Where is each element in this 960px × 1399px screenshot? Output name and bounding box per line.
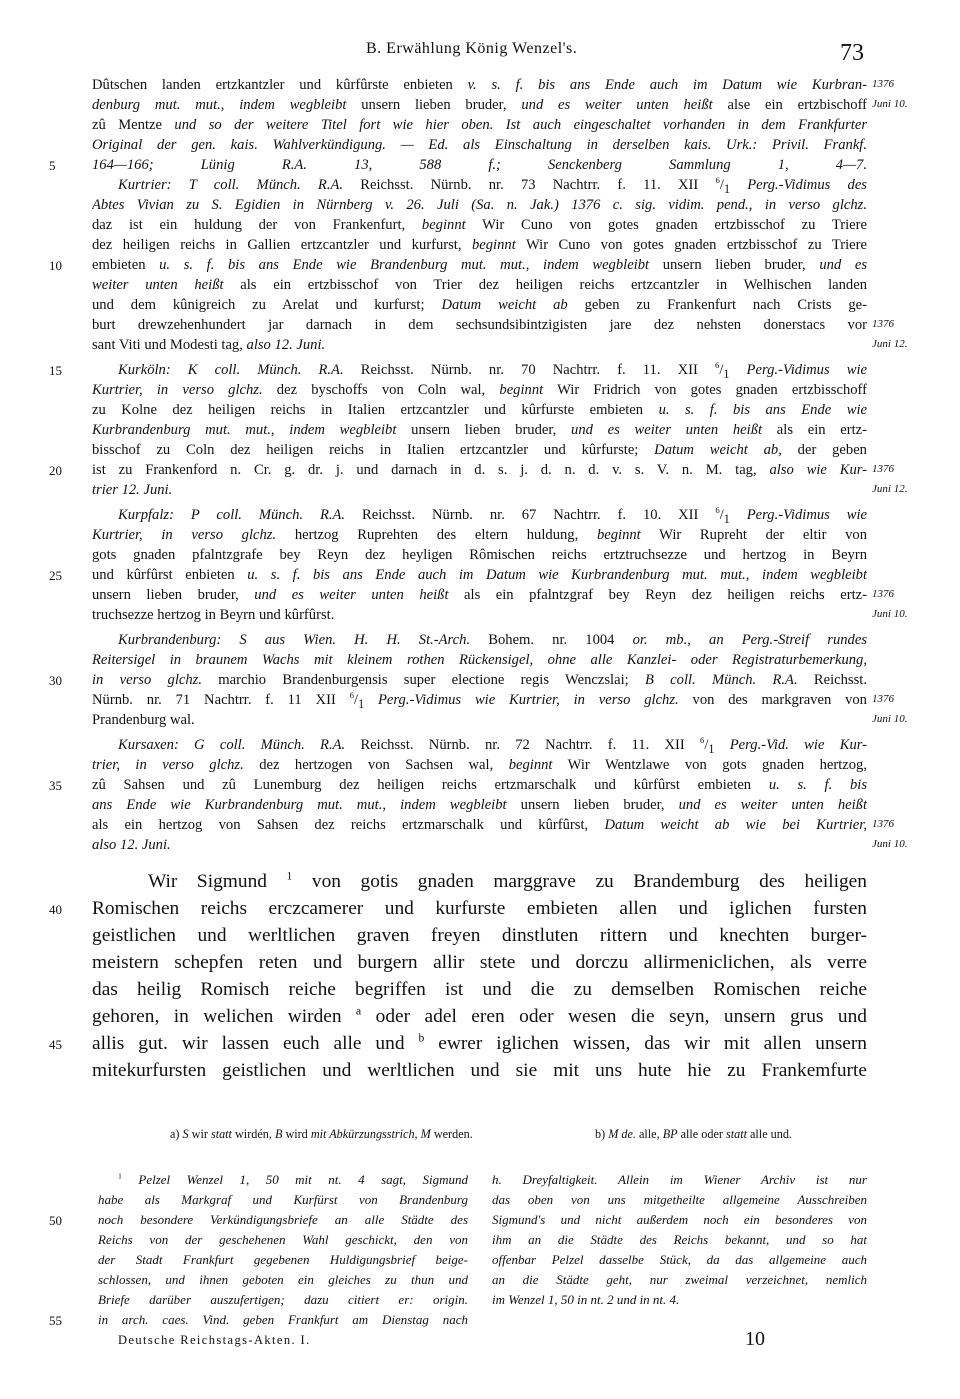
footnote-line: Reichs von der geschehenen Wahl geschickt, den von [98,1232,468,1247]
line-number: 50 [49,1213,62,1228]
line-number: 45 [49,1037,62,1052]
margin-date-note: 1376 [872,78,894,90]
note-line: truchsezze hertzog in Beyrn und kûrfûrst. [92,607,335,623]
note-line: gots gnaden pfalntzgrafe bey Reyn dez heyligen Rômischen reichs ertztruchsezze und hertzog in Beyrn [92,547,867,563]
line-number: 15 [49,363,62,378]
footnote-line: $^1$ Pelzel Wenzel 1, 50 mit nt. 4 sagt, Sigmund [118,1171,468,1187]
note-line: und dem kûnigreich zu Arelat und kurfurst; Datum weicht ab geben zu Frankenfurt nach Crists ge- [92,297,867,313]
margin-date-note: 1376 [872,693,894,705]
margin-date-note: 1376 [872,318,894,330]
note-line: ist zu Frankenford n. Cr. g. dr. j. und darnach in d. s. j. d. n. d. v. s. V. n. M. tag, also wie Kur- [92,462,867,478]
note-line: in verso glchz. marchio Brandenburgensis super electione regis Wenczslai; B coll. Münch. R.A. Reichsst. [92,672,867,688]
margin-date-note: Juni 10. [872,713,908,725]
note-line: dez heiligen reichs in Gallien ertzcantzler und kurfurst, beginnt Wir Cuno von gotes gnaden ertzbisschof zu Triere [92,237,867,253]
note-line: Reitersigel in braunem Wachs mit kleinem rothen Rückensigel, ohne alle Kanzlei- oder Registraturbemerkung, [92,652,867,668]
note-line: denburg mut. mut., indem wegbleibt unsern lieben bruder, und es weiter unten heißt alse ein ertzbischoff [92,97,867,113]
note-line: Kurtrier, in verso glchz. dez byschoffs von Coln wal, beginnt Wir Fridrich von gotes gnaden ertzbisschoff [92,382,867,398]
note-line: Kurtrier, in verso glchz. hertzog Ruprehten des eltern huldung, beginnt Wir Rupreht der eltir von [92,527,867,543]
footnote-line: Briefe darüber auszufertigen; dazu citiert er: origin. [98,1292,468,1307]
note-line: bisschof zu Coln dez heiligen reichs in Italien ertzcantzler und kûrfurste; Datum weicht ab, der geben [92,442,867,458]
footnote-line: das oben von uns mitgetheilte allgemeine Ausschreiben [492,1192,867,1207]
note-line: sant Viti und Modesti tag, also 12. Juni. [92,337,326,353]
note-line: also 12. Juni. [92,837,171,853]
main-text-line: allis gut. wir lassen euch alle und $^b$ ewrer iglichen wissen, das wir mit allen unsern [92,1031,867,1054]
note-line: Original der gen. kais. Wahlverkündigung. — Ed. als Einschaltung in derselben kais. Urk.: Privil. Frankf. [92,137,867,153]
note-line: zû Sahsen und zû Lunemburg dez heiligen reichs ertzmarschalk und kûrfûrst embieten u. s. f. bis [92,777,867,793]
footnote-line: der Stadt Frankfurt gegebenen Huldigungsbrief beige- [98,1252,468,1267]
footnote-line: habe als Markgraf und Kurfürst von Brandenburg [98,1192,468,1207]
margin-date-note: Juni 10. [872,838,908,850]
footnote-line: an die Städte geht, nur zweimal verzeichnet, nemlich [492,1272,867,1287]
note-line: zu Kolne dez heiligen reichs in Italien ertzcantzler und kûrfurste embieten u. s. f. bis ans Ende wie [92,402,867,418]
running-head: B. Erwählung König Wenzel's. [366,40,578,57]
note-line: trier 12. Juni. [92,482,173,498]
margin-date-note: 1376 [872,818,894,830]
main-text-line: mitekurfursten geistlichen und werltlichen und sie mit uns hute hie zu Frankemfurte [92,1060,867,1081]
footnote-line: offenbar Pelzel dasselbe Stück, da das allgemeine auch [492,1252,867,1267]
main-text-line: meistern schepfen reten und burgern allir stete und dorczu allirmeniclichen, als verre [92,952,867,973]
note-line: weiter unten heißt als ein ertzbisschof von Trier dez heiligen reichs ertzcantzler in Welhischen landen [92,277,867,293]
footnote-line: Sigmund's und nicht außerdem noch ein besonderes von [492,1212,867,1227]
footnote-line: im Wenzel 1, 50 in nt. 2 und in nt. 4. [492,1292,680,1307]
main-text-line: Romischen reichs erczcamerer und kurfurste embieten allen und iglichen fursten [92,898,867,919]
margin-date-note: Juni 10. [872,98,908,110]
note-line: trier, in verso glchz. dez hertzogen von Sachsen wal, beginnt Wir Wentzlawe von gots gnaden hertzog, [92,757,867,773]
line-number: 30 [49,673,62,688]
note-line: daz ist ein huldung der von Frankenfurt, beginnt Wir Cuno von gotes gnaden ertzbisschof zu Triere [92,217,867,233]
margin-date-note: Juni 12. [872,483,908,495]
main-text-line: gehoren, in welichen wirden $^a$ oder adel eren oder wesen die seyn, unsern grus und [92,1004,867,1027]
note-line: unsern lieben bruder, und es weiter unten heißt als ein pfalntzgraf bey Reyn dez heiligen reichs ertz- [92,587,867,603]
note-line: Kurpfalz: P coll. Münch. R.A. Reichsst. Nürnb. nr. 67 Nachtrr. f. 10. XII $^6/_1$ Perg.-Vidimus wie [118,505,867,526]
footnote-line: noch besondere Verkündigungsbriefe an alle Städte des [98,1212,468,1227]
main-text-line: Wir Sigmund $^1$ von gotis gnaden marggrave zu Brandemburg des heiligen [148,869,867,892]
line-number: 20 [49,463,62,478]
sheet-signature: 10 [745,1328,765,1350]
footnote-line: schlossen, und ihnen geboten ein gleiches zu thun und [98,1272,468,1287]
footnote-line: h. Dreyfaltigkeit. Allein im Wiener Archiv ist nur [492,1172,867,1187]
page-number: 73 [840,40,864,66]
note-line: Kursaxen: G coll. Münch. R.A. Reichsst. Nürnb. nr. 72 Nachtrr. f. 11. XII $^6/_1$ Perg.-Vid. wie Kur- [118,735,867,756]
line-number: 5 [49,158,56,173]
main-text-line: das heilig Romisch reiche begriffen ist und die zu demselben Romischen reiche [92,979,867,1000]
line-number: 10 [49,258,62,273]
note-line: ans Ende wie Kurbrandenburg mut. mut., indem wegbleibt unsern lieben bruder, und es weiter unten heißt [92,797,867,813]
margin-date-note: 1376 [872,588,894,600]
note-line: und kûrfûrst enbieten u. s. f. bis ans Ende auch im Datum wie Kurbrandenburg mut. mut., indem wegbleibt [92,567,867,583]
main-text-line: geistlichen und werltlichen graven freyen dinstluten rittern und knechten burger- [92,925,867,946]
note-line: Prandenburg wal. [92,712,195,728]
line-number: 35 [49,778,62,793]
note-line: Nürnb. nr. 71 Nachtrr. f. 11 XII $^6/_1$ Perg.-Vidimus wie Kurtrier, in verso glchz. von des markgraven von [92,690,867,711]
margin-date-note: Juni 12. [872,338,908,350]
note-line: als ein hertzog von Sahsen dez reichs ertzmarschalk und kûrfûrst, Datum weicht ab wie bei Kurtrier, [92,817,867,833]
note-line: Kurköln: K coll. Münch. R.A. Reichsst. Nürnb. nr. 70 Nachtrr. f. 11. XII $^6/_1$ Perg.-Vidimus wie [118,360,867,381]
footnote-line: ihm an die Städte des Reichs bekannt, und so hat [492,1232,867,1247]
note-line: Dûtschen landen ertzkantzler und kûrfûrste enbieten v. s. f. bis ans Ende auch im Datum wie Kurbran- [92,77,867,93]
apparatus-note-b: b) M de. alle, BP alle oder statt alle und. [595,1127,792,1141]
line-number: 55 [49,1313,62,1328]
note-line: Kurtrier: T coll. Münch. R.A. Reichsst. Nürnb. nr. 73 Nachtrr. f. 11. XII $^6/_1$ Perg.-Vidimus des [118,175,867,196]
margin-date-note: 1376 [872,463,894,475]
series-title: Deutsche Reichstags-Akten. I. [118,1333,311,1347]
note-line: Kurbrandenburg mut. mut., indem wegbleibt unsern lieben bruder, und es weiter unten heißt als ein ertz- [92,422,867,438]
margin-date-note: Juni 10. [872,608,908,620]
note-line: Abtes Vivian zu S. Egidien in Nürnberg v. 26. Juli (Sa. n. Jak.) 1376 c. sig. vidim. pend., in verso glchz. [92,197,867,213]
note-line: 164—166; Lünig R.A. 13, 588 f.; Senckenberg Sammlung 1, 4—7. [92,157,867,173]
footnote-line: in arch. caes. Vind. geben Frankfurt am Dienstag nach [98,1312,468,1327]
note-line: embieten u. s. f. bis ans Ende wie Brandenburg mut. mut., indem wegbleibt unsern lieben bruder, und es [92,257,867,273]
line-number: 25 [49,568,62,583]
note-line: burt drewzehenhundert jar darnach in dem sechsundsibintzigisten jare dez nehsten donerstacs vor [92,317,867,333]
line-number: 40 [49,902,62,917]
note-line: zû Mentze und so der weitere Titel fort wie hier oben. Ist auch eingeschaltet vorhanden in dem Frankfurter [92,117,867,133]
apparatus-note-a: a) S wir statt wirdén, B wird mit Abkürzungsstrich, M werden. [170,1127,473,1141]
note-line: Kurbrandenburg: S aus Wien. H. H. St.-Arch. Bohem. nr. 1004 or. mb., an Perg.-Streif rundes [118,632,867,648]
